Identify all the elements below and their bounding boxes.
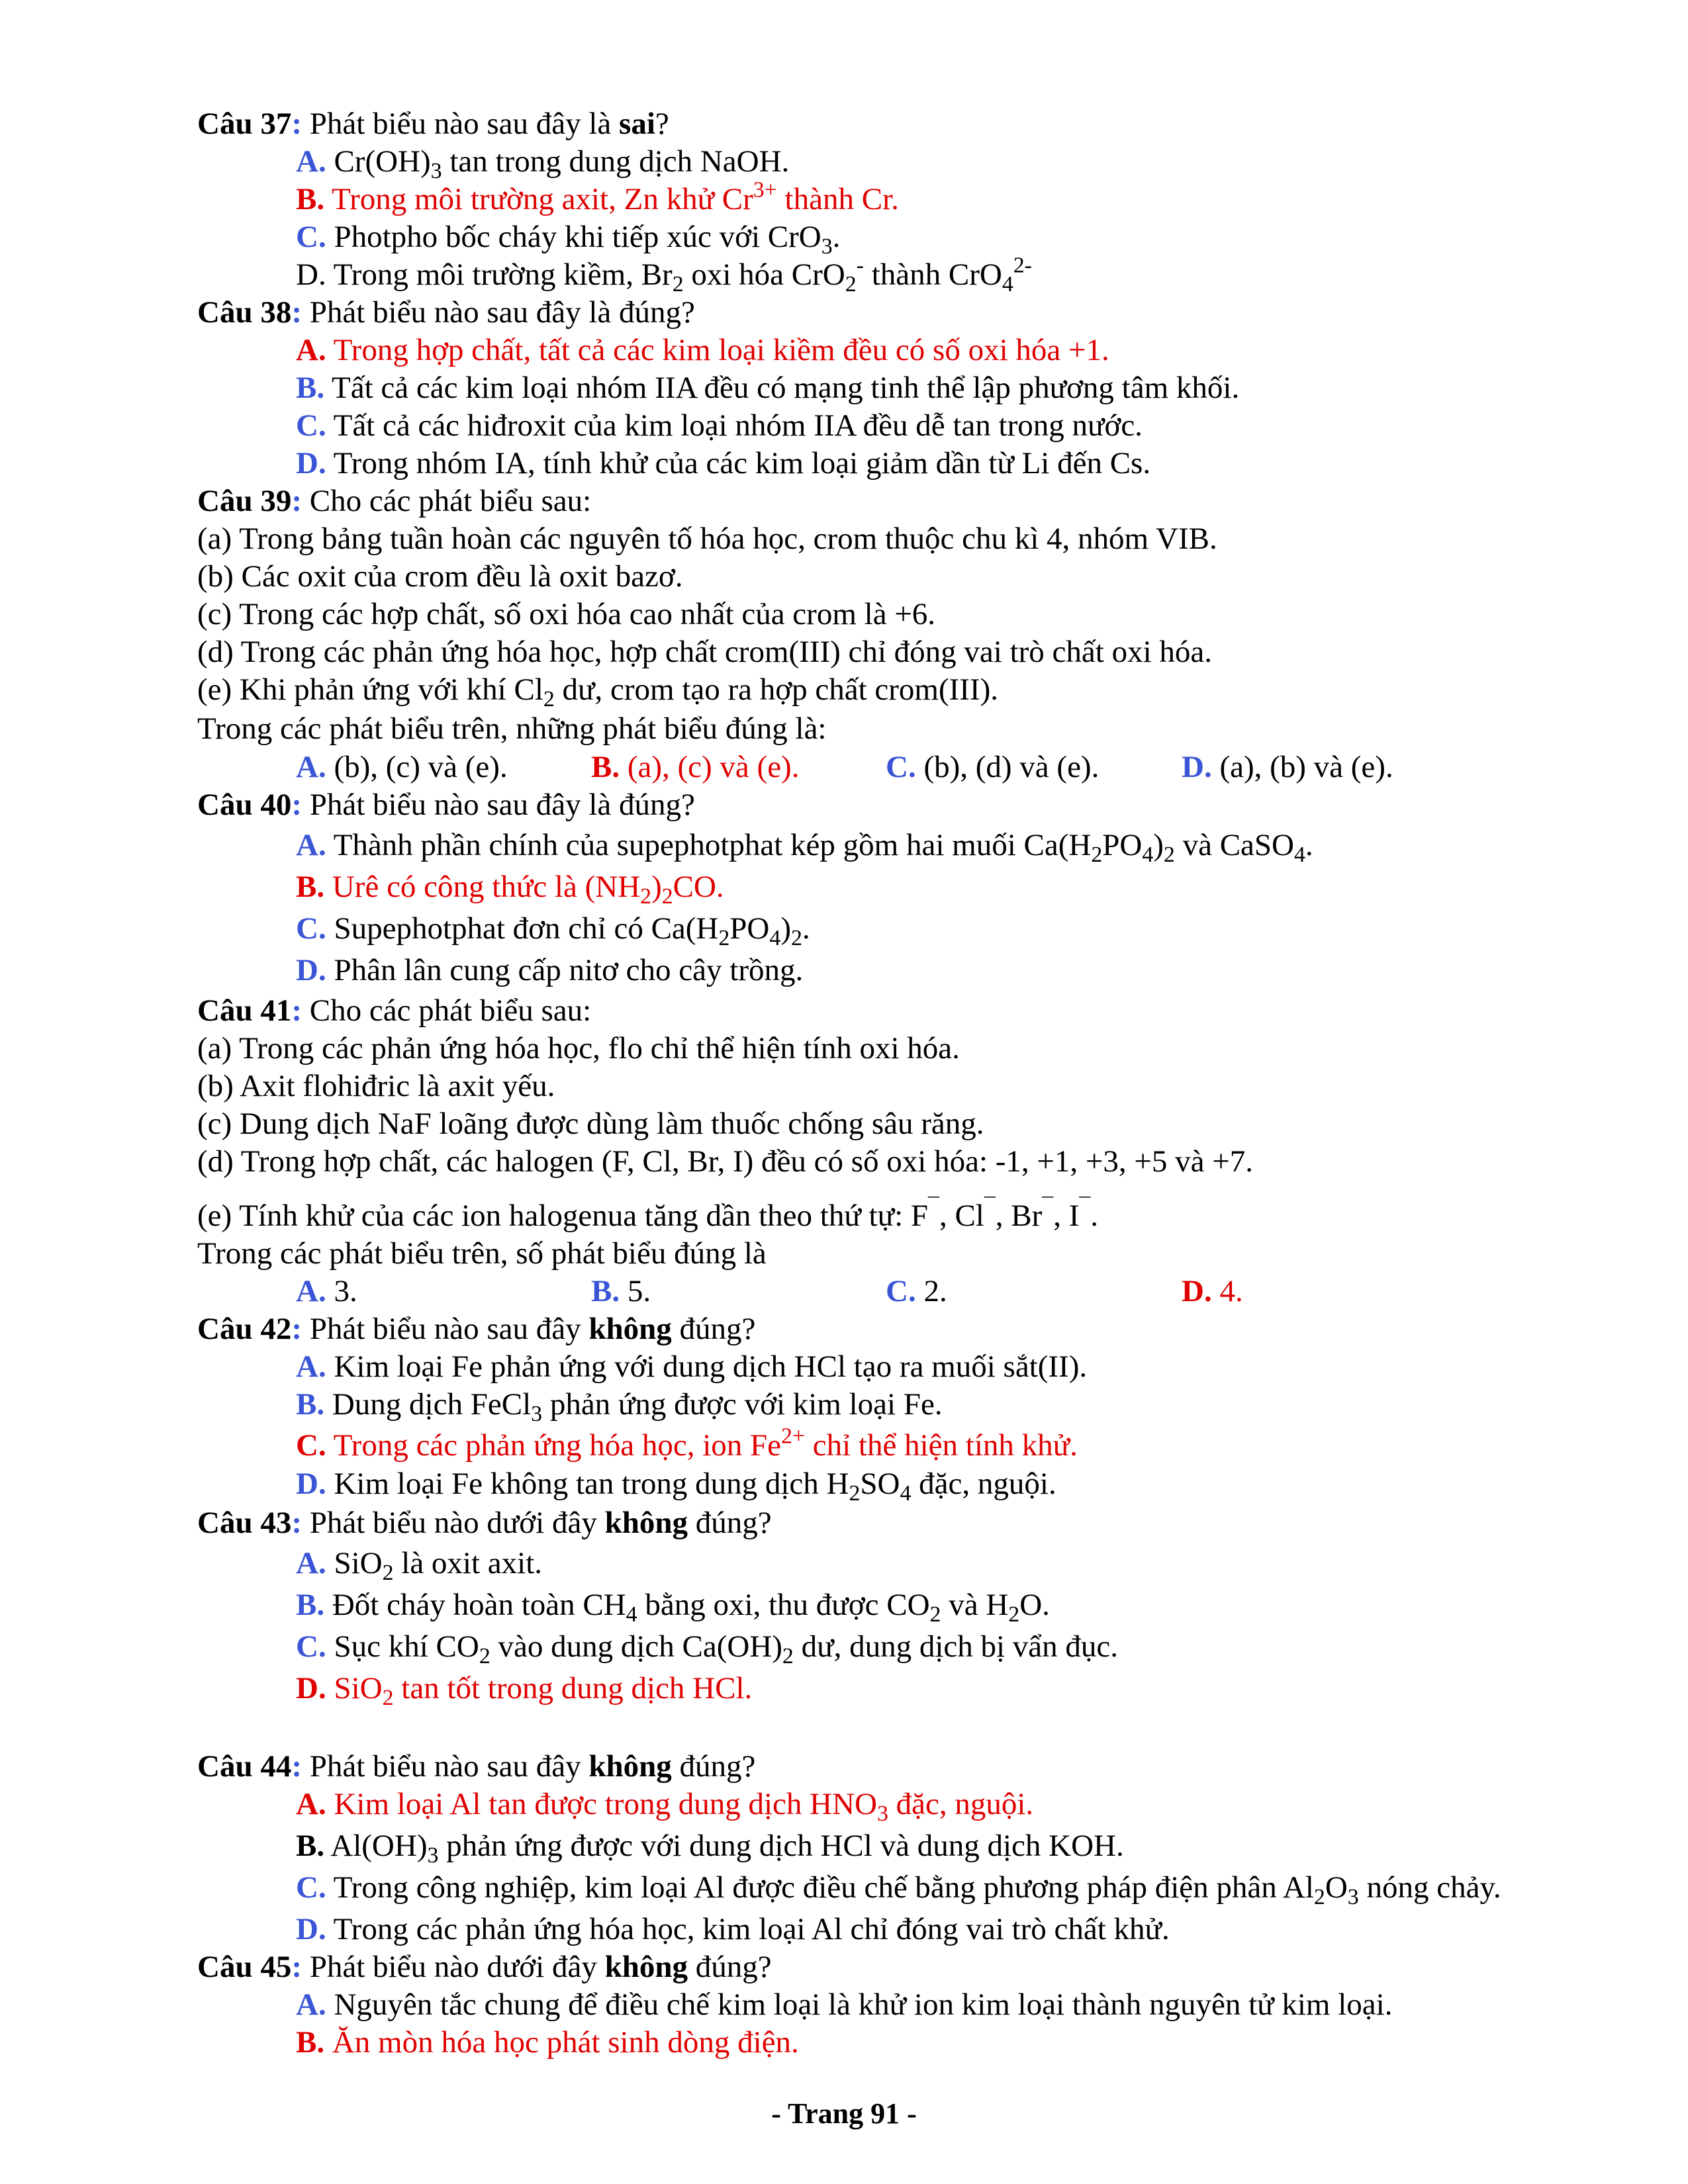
question-37-option-b: B. Trong môi trường axit, Zn khử $Cr^{3+}$ thành Cr. [296,177,899,216]
question-40-option-d: D. Phân lân cung cấp nitơ cho cây trồng. [296,953,804,987]
question-43-option-c: C. Sục khí $CO_2$ vào dung dịch $Ca(OH)_2$ dư, dung dịch bị vẩn đục. [296,1629,1119,1669]
question-38-option-c: C. Tất cả các hiđroxit của kim loại nhóm IIA đều dễ tan trong nước. [296,408,1143,443]
question-40-option-a: A. Thành phần chính của supephotphat kép gồm hai muối $Ca(H_2PO_4)_2$ và CaSO$_4$. [296,828,1313,868]
question-42-stem: Câu 42: Phát biểu nào sau đây không đúng? [197,1312,756,1346]
question-41-option-a: A. 3. [296,1274,357,1308]
question-37-option-d: D. Trong môi trường kiềm, $Br_2$ oxi hóa CrO$_2$- thành CrO$_4^{2-}$ [296,253,1032,297]
question-41-option-b: B. 5. [591,1274,651,1308]
question-39-statement-c: (c) Trong các hợp chất, số oxi hóa cao nhất của crom là +6. [197,597,936,631]
question-43-stem: Câu 43: Phát biểu nào dưới đây không đúng? [197,1506,772,1540]
question-39-option-a: A. (b), (c) và (e). [296,750,508,784]
question-44-option-a: A. Kim loại Al tan được trong dung dịch $HNO_3$ đặc, nguội. [296,1787,1034,1827]
question-45-option-b: B. Ăn mòn hóa học phát sinh dòng điện. [296,2025,799,2060]
question-38-option-b: B. Tất cả các kim loại nhóm IIA đều có mạng tinh thể lập phương tâm khối. [296,371,1240,405]
question-42-option-a: A. Kim loại Fe phản ứng với dung dịch HCl tạo ra muối sắt(II). [296,1349,1088,1384]
question-42-option-d: D. Kim loại Fe không tan trong dung dịch $H_2SO_4$ đặc, nguội. [296,1467,1056,1506]
question-39-statement-a: (a) Trong bảng tuần hoàn các nguyên tố hóa học, crom thuộc chu kì 4, nhóm VIB. [197,522,1217,556]
question-38-option-a: A. Trong hợp chất, tất cả các kim loại kiềm đều có số oxi hóa +1. [296,333,1109,367]
question-41-statement-d: (d) Trong hợp chất, các halogen (F, Cl, Br, I) đều có số oxi hóa: -1, +1, +3, +5 và +7. [197,1144,1254,1179]
question-41-stem: Câu 41: Cho các phát biểu sau: [197,993,592,1028]
question-41-option-d: D. 4. [1182,1274,1243,1308]
question-43-option-a: A. SiO$_2$ là oxit axit. [296,1546,543,1586]
question-39-option-b: B. (a), (c) và (e). [591,750,800,784]
question-44-option-d: D. Trong các phản ứng hóa học, kim loại Al chỉ đóng vai trò chất khử. [296,1912,1170,1946]
question-39-option-d: D. (a), (b) và (e). [1182,750,1393,784]
question-39-options [0,748,1688,786]
question-42-option-c: C. Trong các phản ứng hóa học, ion $Fe^{2+}$ chỉ thể hiện tính khử. [296,1424,1078,1463]
question-40-option-b: B. Urê có công thức là $(NH_2)_2CO$. [296,870,724,909]
question-37-stem: Câu 37: Phát biểu nào sau đây là sai? [197,107,669,141]
question-38-stem: Câu 38: Phát biểu nào sau đây là đúng? [197,295,695,330]
question-42-option-b: B. Dung dịch FeCl$_3$ phản ứng được với kim loại Fe. [296,1387,943,1427]
question-37-option-a: A. $Cr(OH)_3$ tan trong dung dịch NaOH. [296,144,790,184]
question-41-statement-e: (e) Tính khử của các ion halogenua tăng dần theo thứ tự: F¯, Cl¯, Br¯, I¯. [197,1194,1099,1233]
question-44-option-c: C. Trong công nghiệp, kim loại Al được điều chế bằng phương pháp điện phân $Al_2O_3$ nóng chảy. [296,1870,1501,1910]
question-41-statement-a: (a) Trong các phản ứng hóa học, flo chỉ thể hiện tính oxi hóa. [197,1031,960,1066]
question-41-option-c: C. 2. [886,1274,947,1308]
question-39-stem: Câu 39: Cho các phát biểu sau: [197,484,592,518]
question-40-option-c: C. Supephotphat đơn chỉ có $Ca(H_2PO_4)_2$. [296,911,810,951]
question-41-statement-c: (c) Dung dịch NaF loãng được dùng làm thuốc chống sâu răng. [197,1107,984,1141]
question-number: Câu 37 [197,107,292,141]
question-38-option-d: D. Trong nhóm IA, tính khử của các kim loại giảm dần từ Li đến Cs. [296,446,1151,480]
question-39-statement-d: (d) Trong các phản ứng hóa học, hợp chất crom(III) chỉ đóng vai trò chất oxi hóa. [197,635,1213,669]
question-44-option-b: B. $Al(OH)_3$ phản ứng được với dung dịch HCl và dung dịch KOH. [296,1829,1124,1868]
question-39-statement-b: (b) Các oxit của crom đều là oxit bazơ. [197,559,683,594]
question-39-statement-e: (e) Khi phản ứng với khí $Cl_2$ dư, crom tạo ra hợp chất crom(III). [197,672,998,712]
question-45-stem: Câu 45: Phát biểu nào dưới đây không đúng? [197,1950,772,1984]
question-41-statement-b: (b) Axit flohiđric là axit yếu. [197,1069,555,1103]
question-41-options [0,1272,1688,1310]
question-44-stem: Câu 44: Phát biểu nào sau đây không đúng? [197,1749,756,1784]
question-37-option-c: C. Photpho bốc cháy khi tiếp xúc với CrO$_3$. [296,220,841,259]
question-40-stem: Câu 40: Phát biểu nào sau đây là đúng? [197,788,695,822]
question-43-option-b: B. Đốt cháy hoàn toàn $CH_4$ bằng oxi, thu được $CO_2$ và $H_2O$. [296,1588,1050,1627]
question-45-option-a: A. Nguyên tắc chung để điều chế kim loại là khử ion kim loại thành nguyên tử kim loại. [296,1987,1393,2022]
page-number-footer: - Trang 91 - [771,2097,917,2130]
question-43-option-d: D. SiO$_2$ tan tốt trong dung dịch HCl. [296,1671,753,1711]
question-39-option-c: C. (b), (d) và (e). [886,750,1100,784]
question-41-prompt: Trong các phát biểu trên, số phát biểu đúng là [197,1236,767,1271]
question-39-prompt: Trong các phát biểu trên, những phát biểu đúng là: [197,711,827,746]
